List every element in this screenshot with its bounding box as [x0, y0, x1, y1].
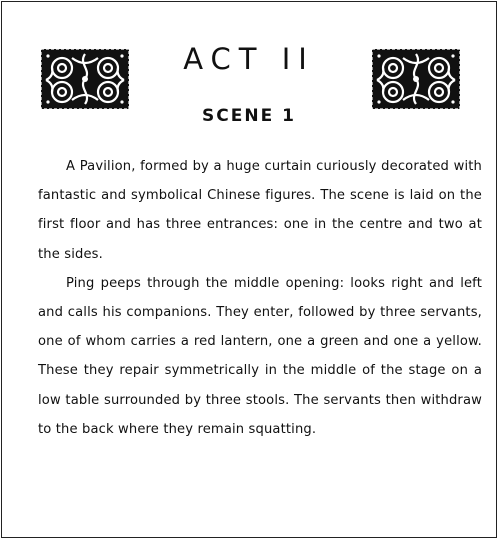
act-title: ACT II	[183, 42, 315, 76]
right-ornament-icon	[371, 48, 461, 110]
paragraph: Ping peeps through the middle opening: looks right and left and calls his companions. They enter, followed by three servants, one of whom carries a red lantern, one a green and one a yellow. These they repair symmetrically in the middle of the stage on a low table surrounded by three stools. The servants then withdraw to the back where they remain squatting.	[38, 275, 482, 437]
paragraph: A Pavilion, formed by a huge curtain curiously decorated with fantastic and symbolical Chinese figures. The scene is laid on the first floor and has three entrances: one in the centre and two at the sides.	[38, 159, 482, 262]
stage-directions	[38, 152, 482, 444]
scene-title: SCENE 1	[202, 106, 296, 126]
page	[1, 1, 497, 538]
